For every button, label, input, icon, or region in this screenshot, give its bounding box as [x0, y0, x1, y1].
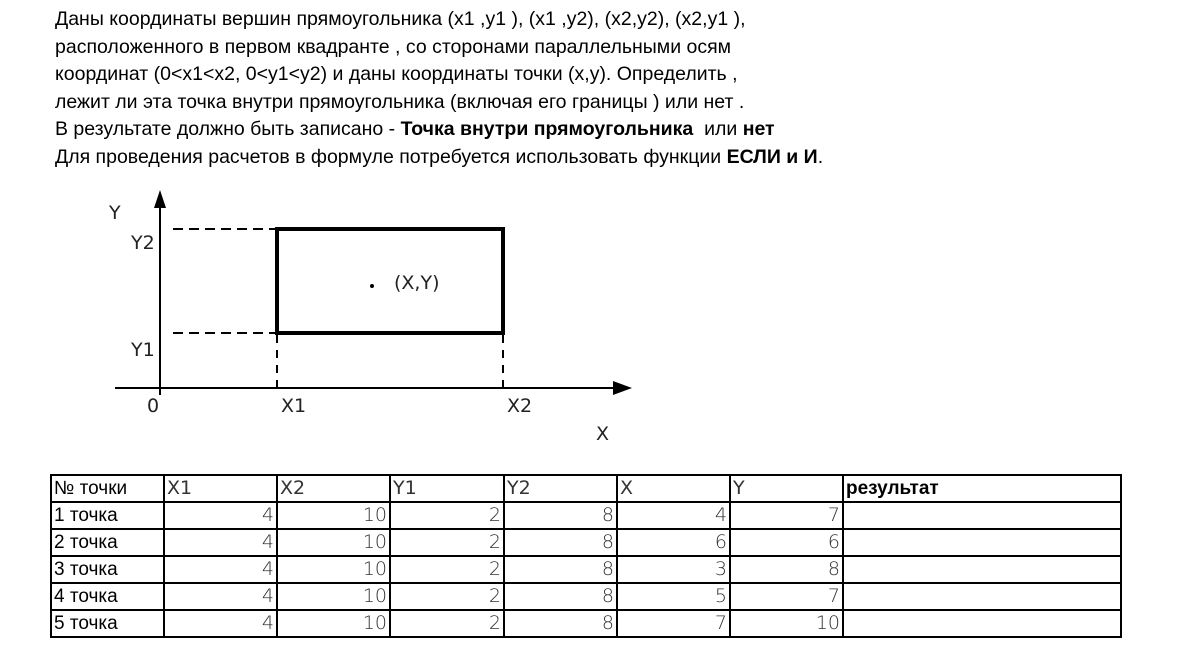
table-row — [51, 583, 1121, 610]
table-row — [51, 556, 1121, 583]
table-row — [51, 502, 1121, 529]
header-x: X — [617, 475, 730, 502]
answer-inside: Точка внутри прямоугольника — [400, 118, 694, 140]
table-row — [51, 610, 1121, 637]
functions-names: ЕСЛИ и И — [726, 145, 818, 168]
task-line-2: расположенного в первом квадранте , со сторонами параллельными осям — [55, 35, 732, 58]
x-axis-label: X — [596, 423, 610, 445]
points-table — [50, 474, 1122, 638]
answer-no: нет — [742, 118, 775, 140]
cell-x[interactable]: 3 — [617, 556, 730, 583]
x-axis-arrow — [613, 381, 632, 395]
line5-mid: или — [693, 118, 743, 140]
cell-x1[interactable]: 4 — [164, 610, 277, 637]
line6-prefix: Для проведения расчетов в формуле потребуется использовать функции — [55, 145, 727, 168]
header-point: № точки — [51, 475, 164, 502]
cell-result[interactable] — [843, 529, 1121, 556]
cell-x2[interactable]: 10 — [277, 556, 390, 583]
cell-x2[interactable]: 10 — [277, 583, 390, 610]
cell-y2[interactable]: 8 — [504, 610, 617, 637]
cell-y2[interactable]: 8 — [504, 556, 617, 583]
cell-y[interactable]: 8 — [730, 556, 843, 583]
cell-y1[interactable]: 2 — [390, 583, 504, 610]
point-label: (X,Y) — [394, 272, 440, 294]
task-line-3: координат (0<x1<x2, 0<y1<y2) и даны координаты точки (x,y). Определить , — [55, 63, 738, 85]
cell-result[interactable] — [843, 583, 1121, 610]
cell-y1[interactable]: 2 — [390, 610, 504, 637]
cell-x[interactable]: 4 — [617, 502, 730, 529]
cell-x1[interactable]: 4 — [164, 583, 277, 610]
row-label[interactable]: 3 точка — [51, 556, 164, 583]
cell-y[interactable]: 10 — [730, 610, 843, 637]
cell-result[interactable] — [843, 610, 1121, 637]
cell-x[interactable]: 6 — [617, 529, 730, 556]
x2-label: X2 — [507, 395, 533, 417]
y-axis-label: Y — [109, 202, 121, 224]
task-line-4: лежит ли эта точка внутри прямоугольника (включая его границы ) или нет . — [55, 90, 745, 113]
cell-x2[interactable]: 10 — [277, 502, 390, 529]
table-row — [51, 529, 1121, 556]
row-label[interactable]: 2 точка — [51, 529, 164, 556]
cell-x2[interactable]: 10 — [277, 610, 390, 637]
header-y1: Y1 — [390, 475, 504, 502]
line6-suffix: . — [817, 145, 824, 168]
cell-x1[interactable]: 4 — [164, 556, 277, 583]
line5-prefix: В результате должно быть записано - — [55, 118, 401, 140]
header-x1: X1 — [164, 475, 277, 502]
y-axis-arrow — [154, 190, 166, 208]
cell-y[interactable]: 6 — [730, 529, 843, 556]
cell-y1[interactable]: 2 — [390, 502, 504, 529]
row-label[interactable]: 4 точка — [51, 583, 164, 610]
cell-y1[interactable]: 2 — [390, 529, 504, 556]
cell-x[interactable]: 7 — [617, 610, 730, 637]
point-xy — [370, 284, 374, 288]
header-x2: X2 — [277, 475, 390, 502]
header-y2: Y2 — [504, 475, 617, 502]
cell-y2[interactable]: 8 — [504, 583, 617, 610]
cell-y[interactable]: 7 — [730, 502, 843, 529]
y2-label: Y2 — [131, 232, 155, 254]
row-label[interactable]: 1 точка — [51, 502, 164, 529]
cell-y[interactable]: 7 — [730, 583, 843, 610]
cell-x2[interactable]: 10 — [277, 529, 390, 556]
cell-result[interactable] — [843, 556, 1121, 583]
table-header-row — [51, 475, 1121, 502]
cell-y2[interactable]: 8 — [504, 502, 617, 529]
row-label[interactable]: 5 точка — [51, 610, 164, 637]
cell-result[interactable] — [843, 502, 1121, 529]
rectangle — [277, 229, 503, 333]
cell-y1[interactable]: 2 — [390, 556, 504, 583]
cell-x[interactable]: 5 — [617, 583, 730, 610]
task-line-1: Даны координаты вершин прямоугольника (x1 ,y1 ), (x1 ,y2), (x2,y2), (x2,y1 ), — [55, 8, 746, 30]
cell-x1[interactable]: 4 — [164, 502, 277, 529]
cell-x1[interactable]: 4 — [164, 529, 277, 556]
x1-label: X1 — [281, 395, 307, 417]
cell-y2[interactable]: 8 — [504, 529, 617, 556]
y1-label: Y1 — [131, 339, 155, 361]
origin-label: 0 — [147, 395, 160, 417]
header-y: Y — [730, 475, 843, 502]
header-result: результат — [843, 475, 1121, 502]
